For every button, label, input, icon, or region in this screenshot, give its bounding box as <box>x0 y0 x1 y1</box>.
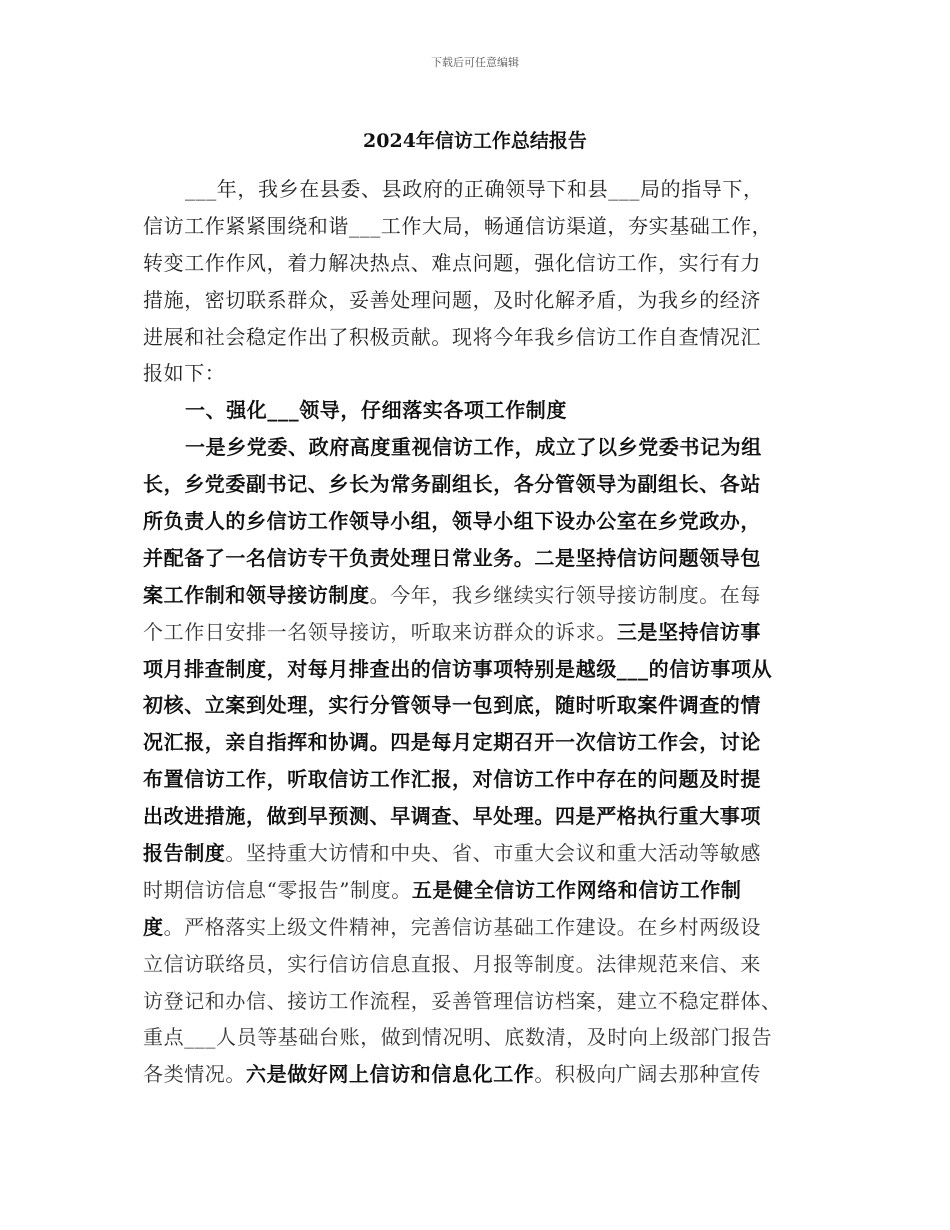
paragraph-line: 初核、立案到处理，实行分管领导一包到底，随时听取案件调查的情 <box>143 693 761 718</box>
plain-text: 各类情况。 <box>143 1062 246 1087</box>
paragraph-line: 项月排查制度，对每月排查出的信访事项特别是越级___的信访事项从 <box>143 656 773 681</box>
paragraph-line <box>143 835 815 872</box>
intro-line: 信访工作紧紧围绕和谐___工作大局，畅通信访渠道，夯实基础工作， <box>143 213 773 238</box>
bold-text: 度 <box>143 914 164 939</box>
bold-text: 六是做好网上信访和信息化工作 <box>246 1062 535 1087</box>
document-body <box>143 171 815 1093</box>
paragraph-line: 访登记和办信、接访工作流程，妥善管理信访档案，建立不稳定群体、 <box>143 988 782 1013</box>
paragraph-line <box>143 1056 815 1093</box>
intro-line: ___年，我乡在县委、县政府的正确领导下和县___局的指导下， <box>185 177 764 201</box>
paragraph-line: 况汇报，亲自指挥和协调。四是每月定期召开一次信访工作会，讨论 <box>143 730 761 755</box>
plain-text: 。严格落实上级文件精神，完善信访基础工作建设。在乡村两级设 <box>163 914 762 939</box>
bold-text: 五是健全信访工作网络和信访工作制 <box>411 877 742 902</box>
paragraph-line: 布置信访工作，听取信访工作汇报，对信访工作中存在的问题及时提 <box>143 767 761 792</box>
paragraph-line <box>143 577 815 614</box>
intro-line: 进展和社会稳定作出了积极贡献。现将今年我乡信访工作自查情况汇 <box>143 324 761 349</box>
paragraph-line <box>143 872 815 909</box>
plain-text: 。坚持重大访情和中央、省、市重大会议和重大活动等敏感 <box>225 841 762 866</box>
paragraph-line: 所负责人的乡信访工作领导小组，领导小组下设办公室在乡党政办， <box>143 509 761 534</box>
paragraph-line: 重点___人员等基础台账，做到情况明、底数清，及时向上级部门报告 <box>143 1025 773 1050</box>
plain-text: 时期信访信息“零报告”制度。 <box>143 877 412 902</box>
bold-text: 三是坚持信访事 <box>616 619 762 644</box>
plain-text: 。今年，我乡继续实行领导接访制度。在每 <box>369 582 762 607</box>
paragraph-line <box>143 614 815 651</box>
plain-text: 。积极向广阔去那种宣传 <box>534 1062 762 1087</box>
bold-text: 报告制度 <box>143 841 226 866</box>
paragraph-line: 出改进措施，做到早预测、早调查、早处理。四是严格执行重大事项 <box>143 804 761 829</box>
page-header: 下载后可任意编辑 <box>431 56 519 69</box>
intro-line: 措施，密切联系群众，妥善处理问题，及时化解矛盾，为我乡的经济 <box>143 287 761 312</box>
paragraph-line: 长，乡党委副书记、乡长为常务副组长，各分管领导为副组长、各站 <box>143 472 761 497</box>
intro-line: 转变工作作风，着力解决热点、难点问题，强化信访工作，实行有力 <box>143 250 761 275</box>
bold-text: 案工作制和领导接访制度 <box>143 582 370 607</box>
document-title: 2024年信访工作总结报告 <box>363 130 587 152</box>
paragraph-line <box>143 909 815 946</box>
paragraph-line: 立信访联络员，实行信访信息直报、月报等制度。法律规范来信、来 <box>143 951 761 976</box>
paragraph-line: 并配备了一名信访专干负责处理日常业务。二是坚持信访问题领导包 <box>143 545 761 570</box>
section-heading: 一、强化___领导，仔细落实各项工作制度 <box>185 398 567 423</box>
plain-text: 个工作日安排一名领导接访，听取来访群众的诉求。 <box>143 619 617 644</box>
intro-line: 报如下： <box>143 361 226 386</box>
paragraph-line: 一是乡党委、政府高度重视信访工作，成立了以乡党委书记为组 <box>185 435 762 460</box>
